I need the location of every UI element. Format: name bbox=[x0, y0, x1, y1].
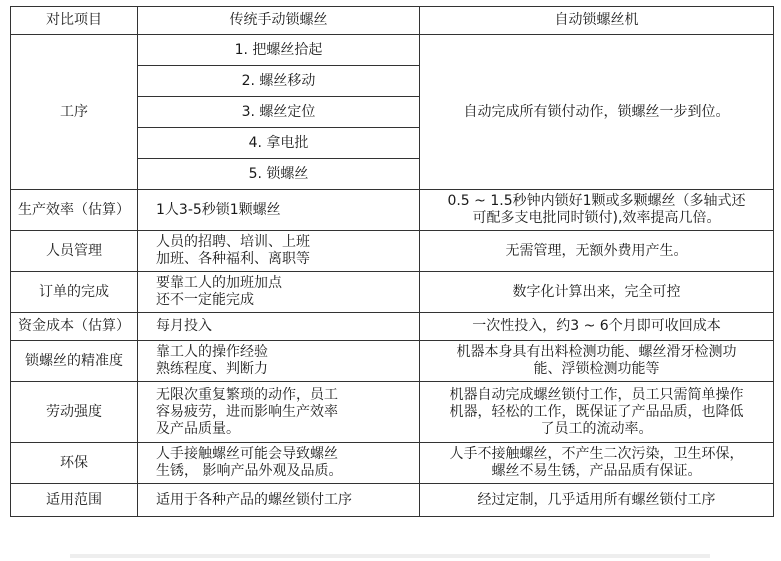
manual-cell bbox=[138, 382, 420, 443]
auto-line: 0.5 ~ 1.5秒钟内锁好1颗或多颗螺丝（多轴式还 bbox=[447, 193, 746, 209]
manual-line: 人员的招聘、培训、上班 bbox=[156, 234, 310, 250]
auto-cell bbox=[420, 484, 774, 517]
manual-cell bbox=[138, 313, 420, 341]
process-step-2: 2. 螺丝移动 bbox=[138, 66, 420, 97]
row-label: 适用范围 bbox=[11, 484, 138, 517]
table-row bbox=[11, 341, 774, 382]
header-col-item: 对比项目 bbox=[11, 7, 138, 35]
table-row bbox=[11, 190, 774, 231]
header-col-auto: 自动锁螺丝机 bbox=[420, 7, 774, 35]
process-label: 工序 bbox=[11, 35, 138, 190]
manual-cell bbox=[138, 484, 420, 517]
auto-cell bbox=[420, 190, 774, 231]
auto-cell bbox=[420, 341, 774, 382]
manual-line: 要靠工人的加班加点 bbox=[156, 275, 282, 291]
table-row bbox=[11, 484, 774, 517]
manual-line: 容易疲劳，进而影响生产效率 bbox=[156, 403, 338, 420]
process-row bbox=[11, 35, 774, 66]
auto-line: 无需管理，无额外费用产生。 bbox=[505, 242, 688, 259]
header-col-manual: 传统手动锁螺丝 bbox=[138, 7, 420, 35]
manual-cell bbox=[138, 190, 420, 231]
process-auto: 自动完成所有锁付动作，锁螺丝一步到位。 bbox=[420, 35, 774, 190]
row-label: 生产效率（估算） bbox=[11, 190, 138, 231]
process-step-5: 5. 锁螺丝 bbox=[138, 159, 420, 190]
manual-line: 无限次重复繁琐的动作，员工 bbox=[156, 386, 338, 403]
table-row bbox=[11, 382, 774, 443]
manual-line: 适用于各种产品的螺丝锁付工序 bbox=[156, 491, 352, 508]
auto-cell bbox=[420, 231, 774, 272]
manual-cell bbox=[138, 443, 420, 484]
row-label: 锁螺丝的精准度 bbox=[11, 341, 138, 382]
auto-line: 人手不接触螺丝，不产生二次污染，卫生环保， bbox=[449, 446, 744, 462]
manual-line: 还不一定能完成 bbox=[156, 292, 254, 308]
auto-line: 数字化计算出来，完全可控 bbox=[512, 283, 681, 300]
manual-line: 人手接触螺丝可能会导致螺丝 bbox=[156, 446, 338, 462]
manual-line: 及产品质量。 bbox=[156, 420, 240, 437]
manual-line: 靠工人的操作经验 bbox=[156, 344, 268, 360]
process-step-3: 3. 螺丝定位 bbox=[138, 97, 420, 128]
header-row bbox=[11, 7, 774, 35]
row-label: 劳动强度 bbox=[11, 382, 138, 443]
auto-cell bbox=[420, 382, 774, 443]
auto-line: 能、浮锁检测功能等 bbox=[533, 361, 660, 377]
table-row bbox=[11, 443, 774, 484]
manual-cell bbox=[138, 231, 420, 272]
bottom-divider bbox=[70, 554, 710, 558]
auto-line: 机器，轻松的工作，既保证了产品品质，也降低 bbox=[449, 403, 744, 420]
auto-cell bbox=[420, 313, 774, 341]
auto-cell bbox=[420, 443, 774, 484]
row-label: 环保 bbox=[11, 443, 138, 484]
row-label: 订单的完成 bbox=[11, 272, 138, 313]
table-row bbox=[11, 231, 774, 272]
manual-cell bbox=[138, 341, 420, 382]
auto-line: 经过定制，几乎适用所有螺丝锁付工序 bbox=[477, 491, 716, 508]
manual-line: 加班、各种福利、离职等 bbox=[156, 251, 310, 267]
manual-cell bbox=[138, 272, 420, 313]
manual-line: 熟练程度、判断力 bbox=[156, 361, 268, 377]
auto-line: 了员工的流动率。 bbox=[540, 420, 653, 437]
auto-cell bbox=[420, 272, 774, 313]
manual-line: 每月投入 bbox=[156, 318, 212, 334]
comparison-table bbox=[10, 6, 774, 517]
auto-line: 螺丝不易生锈，产品品质有保证。 bbox=[491, 463, 702, 479]
process-step-1: 1. 把螺丝拾起 bbox=[138, 35, 420, 66]
row-label: 资金成本（估算） bbox=[11, 313, 138, 341]
manual-line: 1人3-5秒锁1颗螺丝 bbox=[156, 201, 281, 218]
auto-line: 机器自动完成螺丝锁付工作，员工只需简单操作 bbox=[449, 386, 744, 403]
auto-line: 一次性投入，约3 ~ 6个月即可收回成本 bbox=[472, 318, 721, 334]
table-row bbox=[11, 313, 774, 341]
process-step-4: 4. 拿电批 bbox=[138, 128, 420, 159]
manual-line: 生锈， 影响产品外观及品质。 bbox=[156, 463, 343, 479]
table-row bbox=[11, 272, 774, 313]
row-label: 人员管理 bbox=[11, 231, 138, 272]
auto-line: 可配多支电批同时锁付),效率提高几倍。 bbox=[472, 210, 721, 226]
auto-line: 机器本身具有出料检测功能、螺丝滑牙检测功 bbox=[456, 344, 737, 360]
